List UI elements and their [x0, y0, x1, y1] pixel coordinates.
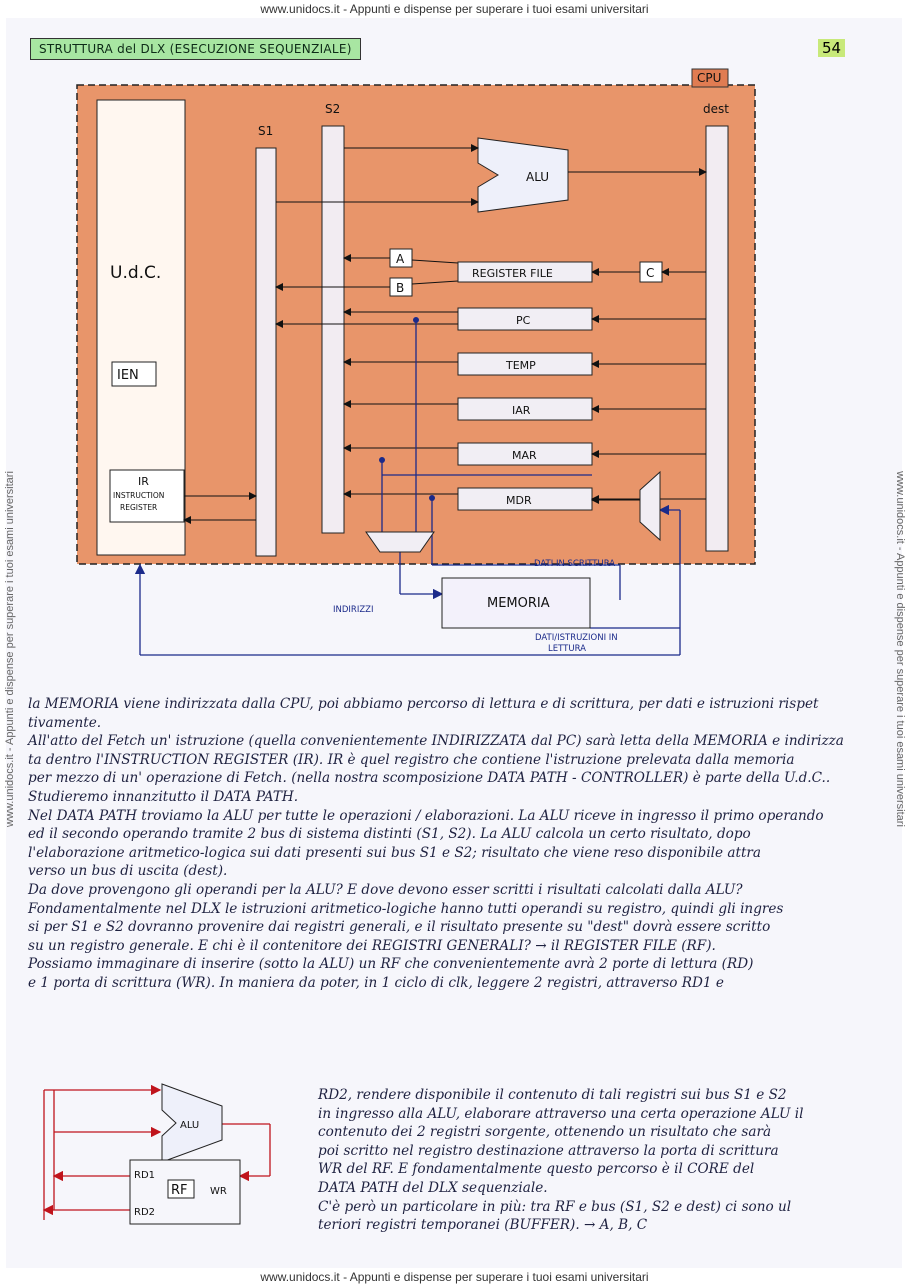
dati-lettura-label-2: LETTURA	[548, 644, 586, 654]
svg-text:IAR: IAR	[512, 404, 531, 417]
note-line: ed il secondo operando tramite 2 bus di sistema distinti (S1, S2). La ALU calcola un certo risultato, dopo	[28, 826, 751, 843]
rf-alu-mini-diagram	[30, 1080, 310, 1240]
register-pc	[458, 308, 592, 330]
alu-label: ALU	[526, 170, 550, 184]
svg-text:REGISTER FILE: REGISTER FILE	[472, 267, 553, 280]
register-mdr	[458, 488, 592, 510]
note-line: contenuto dei 2 registri sorgente, ottenendo un risultato che sarà	[318, 1124, 772, 1141]
note-line: RD2, rendere disponibile il contenuto di tali registri sui bus S1 e S2	[318, 1087, 787, 1103]
s2-label: S2	[325, 102, 341, 116]
note-line: Da dove provengono gli operandi per la ALU? E dove devono esser scritti i risultati calcolati dalla ALU?	[28, 881, 743, 898]
dati-scrittura-label: DATI IN SCRITTURA	[534, 559, 616, 569]
mini-rd1-label: RD1	[134, 1170, 156, 1181]
note-line: tivamente.	[28, 714, 102, 731]
svg-text:MDR: MDR	[506, 494, 532, 507]
note-line: DATA PATH del DLX sequenziale.	[318, 1179, 548, 1196]
note-line: Nel DATA PATH troviamo la ALU per tutte le operazioni / elaborazioni. La ALU riceve in ingresso il primo operando	[28, 807, 824, 824]
register-iar	[458, 398, 592, 420]
cpu-label: CPU	[697, 71, 722, 85]
note-line: in ingresso alla ALU, elaborare attraverso una certa operazione ALU il	[318, 1105, 804, 1122]
note-line: Fondamentalmente nel DLX le istruzioni aritmetico-logiche hanno tutti operandi su registro, quindi gli ingres	[28, 900, 784, 917]
note-line: si per S1 e S2 dovranno provenire dai registri generali, e il risultato presente su "dest" dovrà essere scritto	[28, 919, 771, 936]
note-line: l'elaborazione aritmetico-logica sui dati presenti sui bus S1 e S2; risultato che viene reso disponibile attra	[28, 844, 762, 861]
note-line: per mezzo di un' operazione di Fetch. (nella nostra scomposizione DATA PATH - CONTROLLER) è parte della U.d.C..	[28, 770, 831, 787]
note-line: WR del RF. E fondamentalmente questo percorso è il CORE del	[318, 1161, 755, 1178]
mini-rf-label: RF	[171, 1183, 188, 1198]
ir-sub2: REGISTER	[120, 503, 158, 512]
note-line: la MEMORIA viene indirizzata dalla CPU, poi abbiamo percorso di lettura e di scrittura, per dati e istruzioni rispet	[28, 696, 819, 712]
bus-s2	[322, 126, 344, 533]
memoria-label: MEMORIA	[487, 596, 550, 611]
note-line: su un registro generale. E chi è il contenitore dei REGISTRI GENERALI? → il REGISTER FILE (RF).	[28, 937, 716, 954]
page-title: STRUTTURA del DLX (ESECUZIONE SEQUENZIALE)	[30, 38, 361, 60]
register-mar	[458, 443, 592, 465]
left-watermark: www.unidocs.it - Appunti e dispense per superare i tuoi esami universitari	[4, 471, 16, 827]
svg-text:TEMP: TEMP	[506, 359, 536, 372]
mini-wr-label: WR	[210, 1186, 227, 1197]
note-line: All'atto del Fetch un' istruzione (quella convenientemente INDIRIZZATA dal PC) sarà letta della MEMORIA e indirizza	[28, 733, 844, 750]
notes-block-2	[318, 1086, 878, 1235]
page-number: 54	[818, 39, 845, 57]
notes-block-1	[28, 695, 873, 993]
register-temp	[458, 353, 592, 375]
bottom-watermark: www.unidocs.it - Appunti e dispense per superare i tuoi esami universitari	[260, 1270, 649, 1284]
note-line: Studieremo innanzitutto il DATA PATH.	[28, 788, 299, 805]
ir-label: IR	[138, 475, 149, 488]
reg-a-label: A	[396, 252, 405, 266]
mini-alu-label: ALU	[180, 1120, 200, 1131]
svg-text:PC: PC	[516, 314, 531, 327]
dati-lettura-label-1: DATI/ISTRUZIONI IN	[535, 633, 618, 643]
note-line: teriori registri temporanei (BUFFER). → A, B, C	[318, 1217, 648, 1234]
reg-b-label: B	[396, 281, 405, 295]
bus-s1	[256, 148, 276, 556]
mini-rd2-label: RD2	[134, 1207, 156, 1218]
register-file	[458, 262, 592, 282]
udc-label: U.d.C.	[110, 263, 162, 283]
note-line: e 1 porta di scrittura (WR). In maniera da poter, in 1 ciclo di clk, leggere 2 registri, attraverso RD1 e	[28, 974, 724, 991]
ien-label: IEN	[117, 368, 139, 383]
top-watermark: www.unidocs.it - Appunti e dispense per superare i tuoi esami universitari	[260, 2, 649, 16]
svg-text:MAR: MAR	[512, 449, 537, 462]
note-line: ta dentro l'INSTRUCTION REGISTER (IR). IR è quel registro che contiene l'istruzione prelevata dalla memoria	[28, 751, 795, 768]
s1-label: S1	[258, 124, 274, 138]
ir-sub1: INSTRUCTION	[113, 491, 165, 500]
bus-dest	[706, 126, 728, 551]
note-line: Possiamo immaginare di inserire (sotto la ALU) un RF che convenientemente avrà 2 porte di lettura (RD)	[28, 956, 754, 973]
reg-c-label: C	[646, 266, 655, 280]
indirizzi-label: INDIRIZZI	[333, 605, 374, 615]
right-watermark: www.unidocs.it - Appunti e dispense per superare i tuoi esami universitari	[894, 471, 906, 827]
note-line: verso un bus di uscita (dest).	[28, 863, 228, 880]
note-line: C'è però un particolare in più: tra RF e bus (S1, S2 e dest) ci sono ul	[318, 1198, 792, 1215]
dest-label: dest	[703, 102, 729, 116]
note-line: poi scritto nel registro destinazione attraverso la porta di scrittura	[318, 1142, 779, 1159]
